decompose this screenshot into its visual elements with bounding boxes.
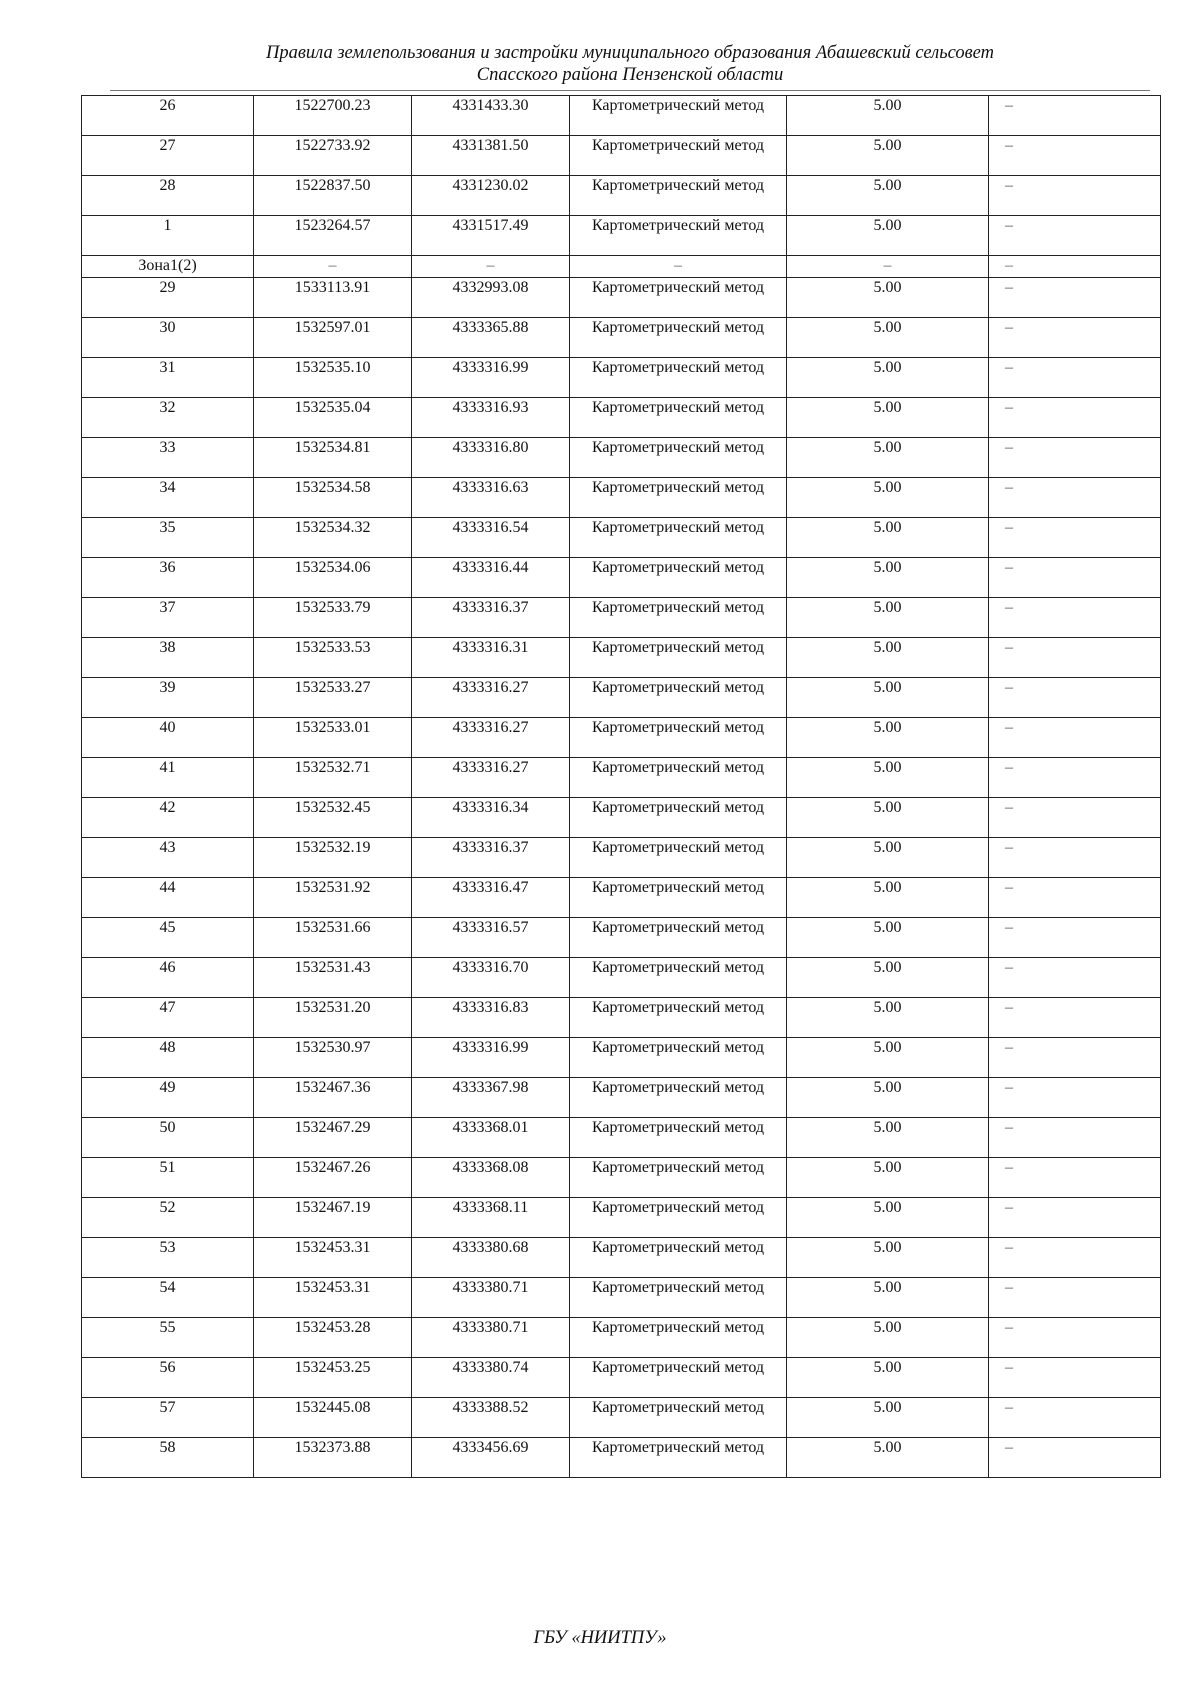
method-cell: Картометрический метод: [570, 518, 787, 558]
point-number-cell: 42: [82, 798, 254, 838]
description-cell: –: [989, 1078, 1161, 1118]
table-row: [82, 1398, 1161, 1438]
description-cell: –: [989, 558, 1161, 598]
x-coordinate-cell: 1532533.53: [254, 638, 412, 678]
accuracy-cell: 5.00: [787, 598, 989, 638]
method-cell: Картометрический метод: [570, 598, 787, 638]
description-cell: –: [989, 958, 1161, 998]
table-row: [82, 798, 1161, 838]
point-number-cell: 56: [82, 1358, 254, 1398]
y-coordinate-cell: 4333316.54: [412, 518, 570, 558]
accuracy-cell: 5.00: [787, 718, 989, 758]
y-coordinate-cell: 4333316.99: [412, 1038, 570, 1078]
point-number-cell: 47: [82, 998, 254, 1038]
accuracy-cell: 5.00: [787, 1118, 989, 1158]
method-cell: Картометрический метод: [570, 1118, 787, 1158]
accuracy-cell: 5.00: [787, 1078, 989, 1118]
description-cell: –: [989, 96, 1161, 136]
table-row: [82, 176, 1161, 216]
method-cell: Картометрический метод: [570, 1398, 787, 1438]
header-divider: [110, 90, 1150, 91]
table-row: [82, 1198, 1161, 1238]
table-row: [82, 758, 1161, 798]
point-number-cell: 45: [82, 918, 254, 958]
description-cell: –: [989, 638, 1161, 678]
method-cell: Картометрический метод: [570, 398, 787, 438]
y-coordinate-cell: 4332993.08: [412, 278, 570, 318]
accuracy-cell: 5.00: [787, 358, 989, 398]
y-coordinate-cell: –: [412, 256, 570, 278]
point-number-cell: 31: [82, 358, 254, 398]
point-number-cell: 36: [82, 558, 254, 598]
x-coordinate-cell: 1532467.29: [254, 1118, 412, 1158]
description-cell: –: [989, 1158, 1161, 1198]
y-coordinate-cell: 4333316.57: [412, 918, 570, 958]
x-coordinate-cell: 1533113.91: [254, 278, 412, 318]
y-coordinate-cell: 4331230.02: [412, 176, 570, 216]
y-coordinate-cell: 4333380.74: [412, 1358, 570, 1398]
point-number-cell: 44: [82, 878, 254, 918]
accuracy-cell: 5.00: [787, 216, 989, 256]
x-coordinate-cell: 1532535.04: [254, 398, 412, 438]
y-coordinate-cell: 4333368.01: [412, 1118, 570, 1158]
table-row: [82, 718, 1161, 758]
y-coordinate-cell: 4333316.27: [412, 718, 570, 758]
x-coordinate-cell: 1532535.10: [254, 358, 412, 398]
method-cell: Картометрический метод: [570, 358, 787, 398]
x-coordinate-cell: 1532530.97: [254, 1038, 412, 1078]
table-row: [82, 1358, 1161, 1398]
x-coordinate-cell: 1532534.58: [254, 478, 412, 518]
accuracy-cell: 5.00: [787, 1038, 989, 1078]
accuracy-cell: 5.00: [787, 518, 989, 558]
accuracy-cell: 5.00: [787, 918, 989, 958]
point-number-cell: 58: [82, 1438, 254, 1478]
accuracy-cell: 5.00: [787, 878, 989, 918]
table-row: [82, 598, 1161, 638]
point-number-cell: 52: [82, 1198, 254, 1238]
y-coordinate-cell: 4333316.27: [412, 758, 570, 798]
y-coordinate-cell: 4333380.68: [412, 1238, 570, 1278]
description-cell: –: [989, 478, 1161, 518]
x-coordinate-cell: 1532373.88: [254, 1438, 412, 1478]
y-coordinate-cell: 4333316.34: [412, 798, 570, 838]
point-number-cell: 1: [82, 216, 254, 256]
point-number-cell: 29: [82, 278, 254, 318]
table-row: [82, 398, 1161, 438]
table-row: [82, 558, 1161, 598]
coordinates-table-body: [82, 96, 1161, 1478]
method-cell: Картометрический метод: [570, 678, 787, 718]
table-row: [82, 1278, 1161, 1318]
x-coordinate-cell: 1532531.66: [254, 918, 412, 958]
method-cell: Картометрический метод: [570, 838, 787, 878]
point-number-cell: Зона1(2): [82, 256, 254, 278]
point-number-cell: 28: [82, 176, 254, 216]
x-coordinate-cell: 1532533.27: [254, 678, 412, 718]
table-row: [82, 1118, 1161, 1158]
accuracy-cell: 5.00: [787, 798, 989, 838]
point-number-cell: 49: [82, 1078, 254, 1118]
description-cell: –: [989, 176, 1161, 216]
table-row: [82, 278, 1161, 318]
description-cell: –: [989, 398, 1161, 438]
y-coordinate-cell: 4333316.80: [412, 438, 570, 478]
method-cell: Картометрический метод: [570, 96, 787, 136]
method-cell: Картометрический метод: [570, 1278, 787, 1318]
accuracy-cell: 5.00: [787, 958, 989, 998]
accuracy-cell: 5.00: [787, 1278, 989, 1318]
point-number-cell: 54: [82, 1278, 254, 1318]
point-number-cell: 37: [82, 598, 254, 638]
description-cell: –: [989, 438, 1161, 478]
accuracy-cell: 5.00: [787, 1438, 989, 1478]
method-cell: Картометрический метод: [570, 216, 787, 256]
description-cell: –: [989, 998, 1161, 1038]
point-number-cell: 57: [82, 1398, 254, 1438]
method-cell: Картометрический метод: [570, 998, 787, 1038]
page-footer: ГБУ «НИИТПУ»: [533, 1628, 667, 1648]
method-cell: Картометрический метод: [570, 878, 787, 918]
point-number-cell: 55: [82, 1318, 254, 1358]
x-coordinate-cell: 1532534.32: [254, 518, 412, 558]
y-coordinate-cell: 4333316.83: [412, 998, 570, 1038]
description-cell: –: [989, 278, 1161, 318]
y-coordinate-cell: 4333316.99: [412, 358, 570, 398]
accuracy-cell: 5.00: [787, 398, 989, 438]
x-coordinate-cell: –: [254, 256, 412, 278]
method-cell: –: [570, 256, 787, 278]
point-number-cell: 50: [82, 1118, 254, 1158]
description-cell: –: [989, 518, 1161, 558]
table-row: [82, 358, 1161, 398]
description-cell: –: [989, 918, 1161, 958]
y-coordinate-cell: 4333316.31: [412, 638, 570, 678]
table-row: [82, 1438, 1161, 1478]
method-cell: Картометрический метод: [570, 798, 787, 838]
y-coordinate-cell: 4333368.11: [412, 1198, 570, 1238]
description-cell: –: [989, 1118, 1161, 1158]
method-cell: Картометрический метод: [570, 1318, 787, 1358]
x-coordinate-cell: 1532531.92: [254, 878, 412, 918]
header-line-1: Правила землепользования и застройки муниципального образования Абашевский сельсовет: [266, 43, 994, 63]
accuracy-cell: 5.00: [787, 1358, 989, 1398]
y-coordinate-cell: 4331381.50: [412, 136, 570, 176]
point-number-cell: 39: [82, 678, 254, 718]
x-coordinate-cell: 1532467.36: [254, 1078, 412, 1118]
x-coordinate-cell: 1532453.31: [254, 1278, 412, 1318]
x-coordinate-cell: 1532445.08: [254, 1398, 412, 1438]
point-number-cell: 34: [82, 478, 254, 518]
table-row: [82, 96, 1161, 136]
x-coordinate-cell: 1532467.26: [254, 1158, 412, 1198]
y-coordinate-cell: 4333316.37: [412, 598, 570, 638]
x-coordinate-cell: 1532534.81: [254, 438, 412, 478]
method-cell: Картометрический метод: [570, 918, 787, 958]
table-row: [82, 838, 1161, 878]
accuracy-cell: 5.00: [787, 638, 989, 678]
description-cell: –: [989, 1398, 1161, 1438]
y-coordinate-cell: 4333380.71: [412, 1278, 570, 1318]
x-coordinate-cell: 1523264.57: [254, 216, 412, 256]
table-row: [82, 1238, 1161, 1278]
description-cell: –: [989, 1278, 1161, 1318]
accuracy-cell: 5.00: [787, 278, 989, 318]
description-cell: –: [989, 598, 1161, 638]
accuracy-cell: 5.00: [787, 678, 989, 718]
table-row: [82, 1158, 1161, 1198]
method-cell: Картометрический метод: [570, 1158, 787, 1198]
method-cell: Картометрический метод: [570, 638, 787, 678]
description-cell: –: [989, 878, 1161, 918]
method-cell: Картометрический метод: [570, 1238, 787, 1278]
method-cell: Картометрический метод: [570, 558, 787, 598]
x-coordinate-cell: 1532533.01: [254, 718, 412, 758]
accuracy-cell: 5.00: [787, 1398, 989, 1438]
x-coordinate-cell: 1532453.28: [254, 1318, 412, 1358]
point-number-cell: 46: [82, 958, 254, 998]
table-row: [82, 1038, 1161, 1078]
point-number-cell: 51: [82, 1158, 254, 1198]
point-number-cell: 26: [82, 96, 254, 136]
accuracy-cell: 5.00: [787, 758, 989, 798]
accuracy-cell: 5.00: [787, 998, 989, 1038]
table-row: [82, 878, 1161, 918]
method-cell: Картометрический метод: [570, 438, 787, 478]
table-row: [82, 958, 1161, 998]
point-number-cell: 43: [82, 838, 254, 878]
method-cell: Картометрический метод: [570, 958, 787, 998]
method-cell: Картометрический метод: [570, 318, 787, 358]
zone-header-row: [82, 256, 1161, 278]
method-cell: Картометрический метод: [570, 758, 787, 798]
accuracy-cell: 5.00: [787, 478, 989, 518]
y-coordinate-cell: 4333456.69: [412, 1438, 570, 1478]
method-cell: Картометрический метод: [570, 1438, 787, 1478]
table-row: [82, 678, 1161, 718]
y-coordinate-cell: 4333316.93: [412, 398, 570, 438]
point-number-cell: 35: [82, 518, 254, 558]
y-coordinate-cell: 4333316.27: [412, 678, 570, 718]
point-number-cell: 33: [82, 438, 254, 478]
x-coordinate-cell: 1522700.23: [254, 96, 412, 136]
table-row: [82, 318, 1161, 358]
y-coordinate-cell: 4333316.37: [412, 838, 570, 878]
method-cell: Картометрический метод: [570, 1198, 787, 1238]
y-coordinate-cell: 4333367.98: [412, 1078, 570, 1118]
x-coordinate-cell: 1532531.20: [254, 998, 412, 1038]
method-cell: Картометрический метод: [570, 1358, 787, 1398]
point-number-cell: 53: [82, 1238, 254, 1278]
description-cell: –: [989, 718, 1161, 758]
table-row: [82, 136, 1161, 176]
table-row: [82, 918, 1161, 958]
accuracy-cell: 5.00: [787, 1318, 989, 1358]
point-number-cell: 41: [82, 758, 254, 798]
description-cell: –: [989, 758, 1161, 798]
accuracy-cell: 5.00: [787, 1198, 989, 1238]
method-cell: Картометрический метод: [570, 136, 787, 176]
y-coordinate-cell: 4331517.49: [412, 216, 570, 256]
accuracy-cell: –: [787, 256, 989, 278]
x-coordinate-cell: 1532532.19: [254, 838, 412, 878]
table-row: [82, 478, 1161, 518]
accuracy-cell: 5.00: [787, 318, 989, 358]
x-coordinate-cell: 1532467.19: [254, 1198, 412, 1238]
description-cell: –: [989, 318, 1161, 358]
y-coordinate-cell: 4333388.52: [412, 1398, 570, 1438]
x-coordinate-cell: 1532532.45: [254, 798, 412, 838]
table-row: [82, 1078, 1161, 1118]
accuracy-cell: 5.00: [787, 176, 989, 216]
description-cell: –: [989, 1438, 1161, 1478]
y-coordinate-cell: 4333368.08: [412, 1158, 570, 1198]
description-cell: –: [989, 798, 1161, 838]
y-coordinate-cell: 4333316.44: [412, 558, 570, 598]
description-cell: –: [989, 678, 1161, 718]
accuracy-cell: 5.00: [787, 1158, 989, 1198]
y-coordinate-cell: 4333316.70: [412, 958, 570, 998]
description-cell: –: [989, 1038, 1161, 1078]
x-coordinate-cell: 1532597.01: [254, 318, 412, 358]
table-row: [82, 638, 1161, 678]
accuracy-cell: 5.00: [787, 136, 989, 176]
accuracy-cell: 5.00: [787, 438, 989, 478]
table-row: [82, 216, 1161, 256]
description-cell: –: [989, 1198, 1161, 1238]
table-row: [82, 438, 1161, 478]
description-cell: –: [989, 136, 1161, 176]
point-number-cell: 30: [82, 318, 254, 358]
x-coordinate-cell: 1532533.79: [254, 598, 412, 638]
x-coordinate-cell: 1532531.43: [254, 958, 412, 998]
y-coordinate-cell: 4333380.71: [412, 1318, 570, 1358]
page-header: [110, 42, 1150, 86]
point-number-cell: 27: [82, 136, 254, 176]
coordinates-table: [81, 95, 1161, 1478]
x-coordinate-cell: 1532453.25: [254, 1358, 412, 1398]
accuracy-cell: 5.00: [787, 96, 989, 136]
description-cell: –: [989, 838, 1161, 878]
point-number-cell: 48: [82, 1038, 254, 1078]
description-cell: –: [989, 1318, 1161, 1358]
accuracy-cell: 5.00: [787, 1238, 989, 1278]
x-coordinate-cell: 1532532.71: [254, 758, 412, 798]
method-cell: Картометрический метод: [570, 1078, 787, 1118]
header-line-2: Спасского района Пензенской области: [476, 65, 784, 85]
description-cell: –: [989, 1238, 1161, 1278]
description-cell: –: [989, 358, 1161, 398]
method-cell: Картометрический метод: [570, 176, 787, 216]
method-cell: Картометрический метод: [570, 1038, 787, 1078]
x-coordinate-cell: 1522733.92: [254, 136, 412, 176]
y-coordinate-cell: 4333365.88: [412, 318, 570, 358]
x-coordinate-cell: 1522837.50: [254, 176, 412, 216]
description-cell: –: [989, 216, 1161, 256]
method-cell: Картометрический метод: [570, 478, 787, 518]
x-coordinate-cell: 1532534.06: [254, 558, 412, 598]
point-number-cell: 40: [82, 718, 254, 758]
description-cell: –: [989, 1358, 1161, 1398]
y-coordinate-cell: 4333316.63: [412, 478, 570, 518]
accuracy-cell: 5.00: [787, 558, 989, 598]
y-coordinate-cell: 4331433.30: [412, 96, 570, 136]
description-cell: –: [989, 256, 1161, 278]
table-row: [82, 998, 1161, 1038]
x-coordinate-cell: 1532453.31: [254, 1238, 412, 1278]
point-number-cell: 38: [82, 638, 254, 678]
method-cell: Картометрический метод: [570, 718, 787, 758]
accuracy-cell: 5.00: [787, 838, 989, 878]
method-cell: Картометрический метод: [570, 278, 787, 318]
y-coordinate-cell: 4333316.47: [412, 878, 570, 918]
point-number-cell: 32: [82, 398, 254, 438]
table-row: [82, 1318, 1161, 1358]
table-row: [82, 518, 1161, 558]
